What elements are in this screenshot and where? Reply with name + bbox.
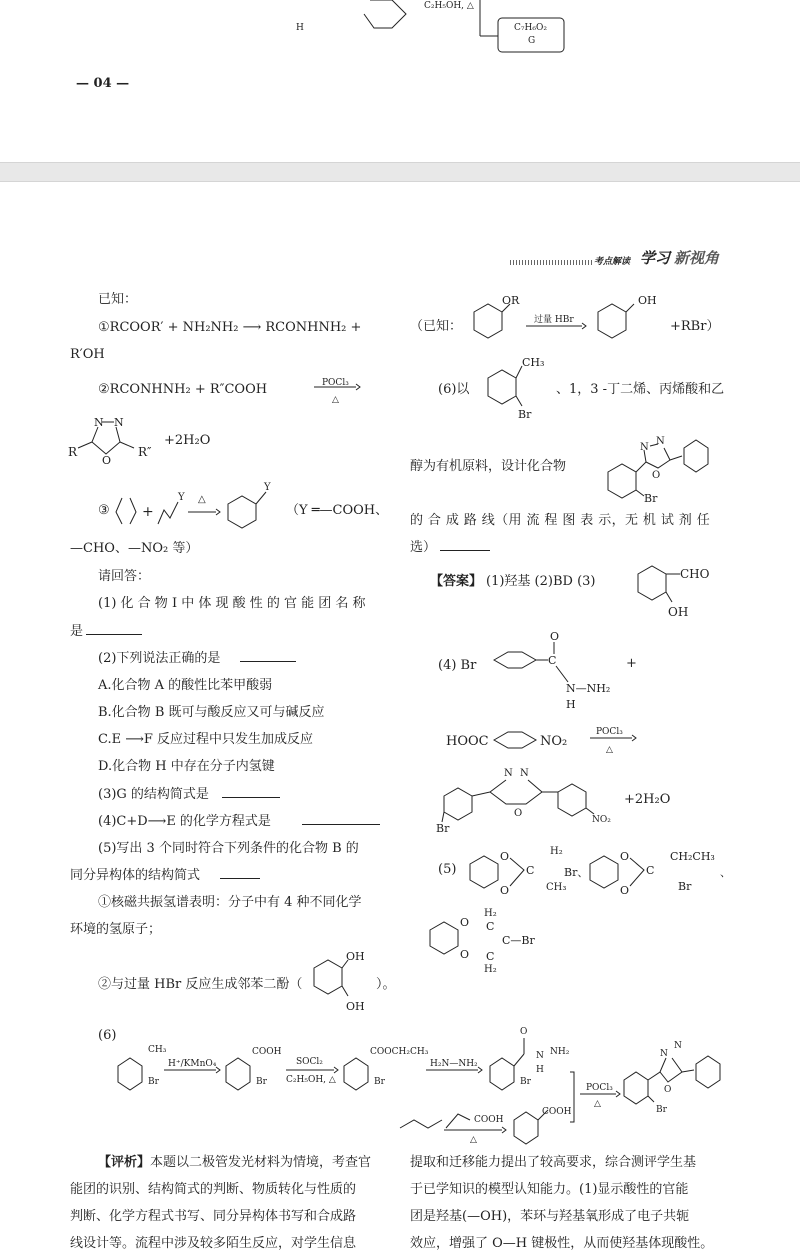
svg-text:N: N — [520, 768, 529, 779]
no2-label: NO₂ — [540, 734, 568, 749]
analysis-right-2: 于已学知识的模型认知能力。(1)显示酸性的官能 — [410, 1182, 689, 1197]
question-6-line-1b: 、1，3 -丁二烯、丙烯酸和乙 — [556, 382, 725, 397]
reaction-2-reagent: POCl₃ — [322, 378, 349, 388]
svg-text:C: C — [548, 654, 557, 667]
route-hydrazide-br: Br — [520, 1077, 531, 1087]
compound-g-label: G — [528, 36, 536, 46]
answer-5-label: (5) — [438, 862, 457, 877]
section-header — [510, 249, 730, 270]
compound-g-formula: C₇H₆O₂ — [514, 23, 547, 33]
svg-text:O: O — [500, 850, 510, 863]
question-6-line-2: 醇为有机原料，设计化合物 — [410, 459, 567, 474]
svg-text:O: O — [664, 1085, 672, 1095]
question-6-line-4: 选） — [410, 540, 437, 555]
svg-text:C—Br: C—Br — [502, 934, 535, 947]
answer-blank-6[interactable] — [440, 538, 490, 551]
route-step-1-reagent: H⁺/KMnO₄ — [168, 1059, 217, 1069]
known-label: 已知： — [98, 292, 138, 307]
answer-blank-4[interactable] — [302, 812, 380, 825]
svg-text:O: O — [620, 850, 630, 863]
previous-page-structure — [360, 0, 590, 60]
header-title-b: 新视角 — [674, 249, 720, 267]
route-step-3-reagent: H₂N—NH₂ — [430, 1059, 478, 1069]
svg-text:Br: Br — [678, 880, 692, 893]
hooc-label: HOOC — [446, 734, 489, 749]
svg-text:Br: Br — [644, 492, 658, 505]
svg-text:H₂: H₂ — [484, 964, 497, 975]
answer-5-structures — [460, 836, 734, 976]
svg-text:R″: R″ — [138, 445, 152, 459]
answer-1-3: (1)羟基 (2)BD (3) — [486, 574, 596, 589]
question-6-line-3: 的 合 成 路 线（用 流 程 图 表 示，无 机 试 剂 任 — [410, 513, 711, 528]
answer-4-label: (4) Br — [438, 658, 477, 673]
svg-text:N: N — [504, 768, 513, 779]
analysis-line-4: 线设计等。流程中涉及较多陌生反应，对学生信息 — [70, 1236, 357, 1251]
analysis-line-3: 判断、化学方程式书写、同分异构体书写和合成路 — [70, 1209, 357, 1224]
plus-sign: + — [626, 656, 637, 671]
route-start-br: Br — [148, 1077, 159, 1087]
svg-text:NH₂: NH₂ — [550, 1047, 570, 1057]
svg-text:N: N — [94, 416, 104, 429]
svg-text:N: N — [536, 1051, 544, 1061]
svg-text:N: N — [640, 442, 649, 453]
route-start-ch3: CH₃ — [148, 1045, 167, 1055]
question-6-line-1a: (6)以 — [438, 382, 470, 397]
svg-text:OH: OH — [346, 1000, 365, 1013]
route-ester-br: Br — [374, 1077, 385, 1087]
answer-4-product-no2: NO₂ — [592, 815, 611, 825]
svg-text:R: R — [68, 445, 78, 459]
svg-text:N: N — [674, 1041, 682, 1051]
answer-blank-1[interactable] — [86, 622, 142, 635]
svg-text:△: △ — [198, 494, 206, 505]
reaction-3-label: ③ — [98, 503, 110, 518]
question-3: (3)G 的结构简式是 — [98, 787, 209, 802]
svg-text:+: + — [142, 504, 154, 520]
svg-text:C: C — [486, 920, 495, 933]
condition-2-end: ）。 — [376, 977, 396, 992]
oxadiazole-structure — [66, 412, 176, 472]
reaction-1-line-1: ①RCOOR′ + NH₂NH₂ ⟶ RCONHNH₂ + — [98, 320, 362, 335]
answer-blank-5[interactable] — [220, 866, 260, 879]
svg-text:O: O — [500, 884, 510, 897]
svg-text:Br: Br — [518, 408, 532, 421]
reaction-3-note-2: —CHO、—NO₂ 等） — [70, 541, 199, 556]
route-dienophile-cooh: COOH — [474, 1115, 504, 1125]
reaction-2-condition: △ — [332, 395, 339, 405]
question-5-line-1: (5)写出 3 个同时符合下列条件的化合物 B 的 — [98, 841, 359, 856]
svg-text:O: O — [460, 948, 470, 961]
svg-text:H: H — [566, 698, 576, 711]
svg-text:O: O — [514, 808, 523, 819]
reagent-label: C₂H₅OH, △ — [424, 1, 474, 11]
reaction-3-note: （Y ═—COOH、 — [286, 503, 389, 518]
svg-text:CH₃: CH₃ — [522, 356, 545, 369]
known-2-product: +RBr） — [670, 319, 720, 334]
route-acid-br: Br — [256, 1077, 267, 1087]
diels-alder-scheme — [114, 478, 284, 538]
svg-text:O: O — [550, 630, 560, 643]
compound-h-label: H — [296, 23, 304, 33]
header-title-a: 学习 — [640, 249, 671, 267]
svg-text:Br: Br — [436, 822, 450, 835]
svg-text:N: N — [656, 436, 665, 447]
svg-text:H: H — [536, 1065, 544, 1075]
svg-text:N: N — [114, 416, 124, 429]
answer-blank-3[interactable] — [222, 785, 280, 798]
svg-text:H₂: H₂ — [484, 908, 497, 919]
answer-3-structure — [630, 560, 730, 624]
target-compound-structure — [600, 420, 730, 504]
route-step-2-condition: C₂H₅OH, △ — [286, 1075, 336, 1085]
synthesis-route — [110, 1024, 790, 1144]
svg-text:O: O — [520, 1027, 528, 1037]
page-divider — [0, 162, 800, 182]
known-2-label: （已知： — [410, 319, 463, 334]
question-4: (4)C+D⟶E 的化学方程式是 — [98, 814, 271, 829]
answer-4-condition: △ — [606, 745, 613, 755]
known-2-reagent: 过量 HBr — [534, 315, 574, 325]
route-step-4-condition: △ — [594, 1099, 601, 1109]
svg-text:CHO: CHO — [680, 567, 710, 581]
svg-text:OH: OH — [668, 605, 689, 619]
reaction-1-line-2: R′OH — [70, 347, 105, 362]
svg-text:Y: Y — [178, 492, 185, 503]
analysis-right-3: 团是羟基(—OH)，苯环与羟基氧形成了电子共轭 — [410, 1209, 690, 1224]
svg-text:Br、: Br、 — [564, 866, 589, 879]
question-2: (2)下列说法正确的是 — [98, 651, 221, 666]
answer-prompt: 请回答： — [98, 569, 151, 584]
svg-text:O: O — [652, 470, 661, 481]
header-stripes — [510, 260, 592, 265]
svg-text:N: N — [660, 1049, 668, 1059]
svg-text:OH: OH — [638, 294, 657, 307]
svg-text:C: C — [486, 950, 495, 963]
analysis-line-1: 【评析】本题以二极管发光材料为情境，考查官 — [98, 1155, 372, 1170]
previous-page — [0, 0, 800, 162]
svg-text:Y: Y — [264, 482, 271, 493]
page-number: — 04 — — [76, 76, 130, 91]
svg-text:O: O — [102, 454, 112, 467]
header-series: 考点解读 — [594, 257, 631, 267]
analysis-right-1: 提取和迁移能力提出了较高要求，综合测评学生基 — [410, 1155, 697, 1170]
svg-text:N—NH₂: N—NH₂ — [566, 682, 611, 695]
answer-4-reagent: POCl₃ — [596, 727, 623, 737]
analysis-right-4: 效应，增强了 O—H 键极性，从而使羟基体现酸性。 — [410, 1236, 714, 1251]
answer-label: 【答案】 — [430, 574, 483, 589]
route-acid-cooh: COOH — [252, 1047, 282, 1057]
bromotoluene-structure — [478, 352, 548, 422]
svg-text:O: O — [460, 916, 470, 929]
question-1-line-2: 是 — [70, 624, 84, 639]
option-c: C.E ⟶F 反应过程中只发生加成反应 — [98, 732, 314, 747]
route-step-5-condition: △ — [470, 1135, 477, 1145]
condition-1-line-2: 环境的氢原子； — [70, 922, 162, 937]
route-label: (6) — [98, 1028, 117, 1043]
svg-text:OR: OR — [502, 294, 520, 307]
option-d: D.化合物 H 中存在分子内氢键 — [98, 759, 275, 774]
svg-text:O: O — [620, 884, 630, 897]
option-a: A.化合物 A 的酸性比苯甲酸弱 — [98, 678, 273, 693]
route-cyclohexene-cooh: COOH — [542, 1107, 572, 1117]
catechol-structure — [300, 948, 380, 1014]
nitrobenzoic-ring — [488, 722, 546, 758]
condition-1-line-1: ①核磁共振氢谱表明：分子中有 4 种不同化学 — [98, 895, 362, 910]
condition-2: ②与过量 HBr 反应生成邻苯二酚（ — [98, 977, 303, 992]
svg-text:CH₂CH₃: CH₂CH₃ — [670, 850, 715, 863]
svg-text:、: 、 — [720, 866, 731, 879]
reaction-2-product: +2H₂O — [164, 433, 211, 448]
route-ester-group: COOCH₂CH₃ — [370, 1047, 429, 1057]
question-1-line-1: (1) 化 合 物 I 中 体 现 酸 性 的 官 能 团 名 称 — [98, 596, 366, 611]
analysis-line-2: 能团的识别、结构简式的判断、物质转化与性质的 — [70, 1182, 357, 1197]
option-b: B.化合物 B 既可与酸反应又可与碱反应 — [98, 705, 325, 720]
route-product-br: Br — [656, 1105, 667, 1115]
answer-blank-2[interactable] — [240, 649, 296, 662]
route-step-2-reagent: SOCl₂ — [296, 1057, 323, 1067]
reaction-2: ②RCONHNH₂ + R″COOH — [98, 382, 268, 397]
route-step-4-reagent: POCl₃ — [586, 1083, 613, 1093]
question-5-line-2: 同分异构体的结构简式 — [70, 868, 201, 883]
hydrazide-structure — [488, 628, 628, 712]
svg-text:CH₃: CH₃ — [546, 882, 567, 893]
svg-text:OH: OH — [346, 950, 365, 963]
svg-text:C: C — [646, 864, 655, 877]
svg-text:C: C — [526, 864, 535, 877]
water-product: +2H₂O — [624, 792, 671, 807]
svg-text:H₂: H₂ — [550, 846, 563, 857]
